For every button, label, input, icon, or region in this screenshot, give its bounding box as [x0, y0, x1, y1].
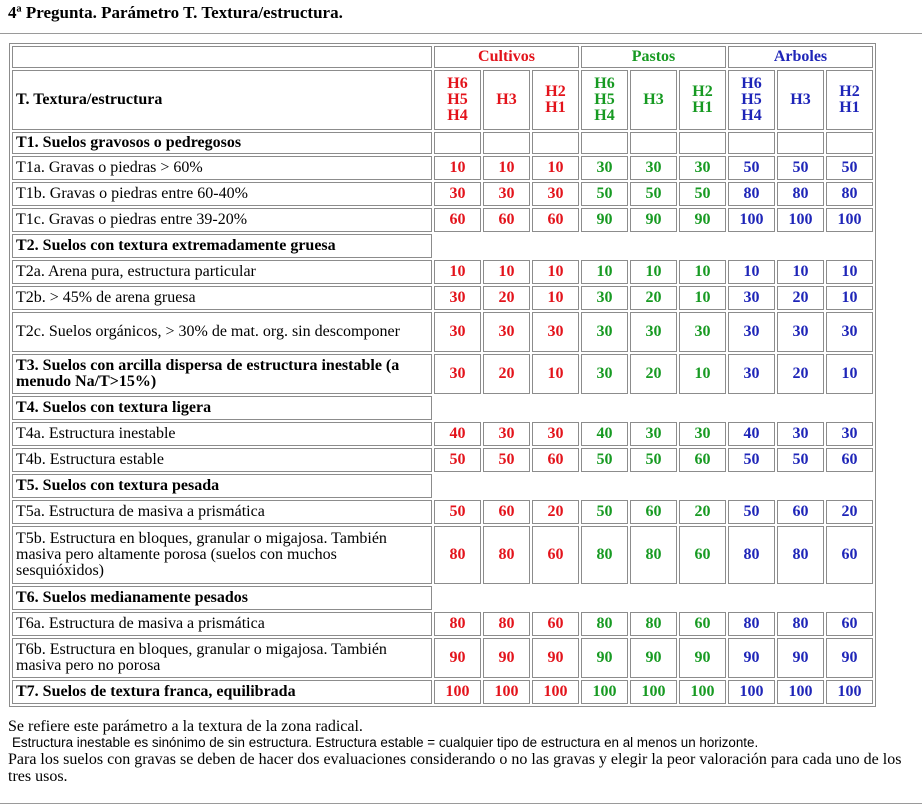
value-cell: 10: [434, 156, 481, 180]
table-row: [12, 312, 873, 352]
table-row: [12, 234, 873, 258]
horizon-header-pastos-2: [630, 70, 677, 130]
value-cell: 40: [581, 422, 628, 446]
value-cell: 60: [483, 500, 530, 524]
value-cell: 60: [826, 526, 873, 584]
value-cell: 50: [630, 182, 677, 206]
horizon-label: H6: [447, 75, 468, 92]
value-cell: 80: [777, 612, 824, 636]
value-cell: 30: [532, 182, 579, 206]
subcategory-label: T1a. Gravas o piedras > 60%: [12, 156, 432, 180]
note-radical-zone: Se refiere este parámetro a la textura de la zona radical.: [8, 718, 363, 735]
category-label: T4. Suelos con textura ligera: [12, 396, 432, 420]
value-cell: 40: [728, 422, 775, 446]
value-cell: 20: [532, 500, 579, 524]
value-cell: 30: [581, 312, 628, 352]
value-cell: 90: [630, 208, 677, 232]
value-cell: 80: [483, 612, 530, 636]
value-cell: 60: [434, 208, 481, 232]
value-cell: 10: [630, 260, 677, 284]
table-row: [12, 132, 873, 154]
value-cell: 100: [483, 680, 530, 704]
value-cell: 10: [826, 354, 873, 394]
value-cell: 10: [483, 260, 530, 284]
value-cell: 60: [826, 612, 873, 636]
table-row: [12, 422, 873, 446]
group-cultivos: Cultivos: [434, 46, 579, 68]
horizon-header-arboles-2: [777, 70, 824, 130]
horizon-label: H5: [447, 91, 468, 108]
category-label: T2. Suelos con textura extremadamente gruesa: [12, 234, 432, 258]
value-cell: 30: [434, 354, 481, 394]
group-arboles: Arboles: [728, 46, 873, 68]
table-row: [12, 612, 873, 636]
horizon-label: H5: [741, 91, 762, 108]
table-row: [12, 182, 873, 206]
horizon-header-pastos-3: [679, 70, 726, 130]
value-cell: 40: [434, 422, 481, 446]
group-header-row: [12, 46, 873, 68]
row-filler: [434, 586, 873, 610]
subcategory-label: T2a. Arena pura, estructura particular: [12, 260, 432, 284]
table-row: [12, 396, 873, 420]
value-cell: 20: [483, 354, 530, 394]
horizon-label: H4: [447, 107, 468, 124]
value-cell: 10: [581, 260, 628, 284]
value-cell: 50: [483, 448, 530, 472]
value-cell: 30: [483, 182, 530, 206]
value-cell: 30: [483, 312, 530, 352]
empty-cell: [532, 132, 579, 154]
value-cell: 90: [728, 638, 775, 678]
value-cell: 80: [434, 526, 481, 584]
value-cell: 10: [777, 260, 824, 284]
value-cell: 100: [630, 680, 677, 704]
value-cell: 30: [728, 354, 775, 394]
group-pastos: Pastos: [581, 46, 726, 68]
value-cell: 20: [679, 500, 726, 524]
value-cell: 60: [532, 448, 579, 472]
horizon-header-row: [12, 70, 873, 130]
page-title: 4ª Pregunta. Parámetro T. Textura/estructura.: [8, 3, 343, 22]
value-cell: 60: [777, 500, 824, 524]
value-cell: 60: [532, 208, 579, 232]
value-cell: 50: [581, 182, 628, 206]
horizon-label: H2: [545, 83, 566, 100]
value-cell: 50: [728, 448, 775, 472]
value-cell: 50: [777, 448, 824, 472]
value-cell: 80: [826, 182, 873, 206]
value-cell: 10: [532, 286, 579, 310]
empty-cell: [777, 132, 824, 154]
table-row: [12, 500, 873, 524]
value-cell: 10: [532, 156, 579, 180]
subcategory-label: T4b. Estructura estable: [12, 448, 432, 472]
value-cell: 100: [777, 208, 824, 232]
value-cell: 50: [434, 500, 481, 524]
value-cell: 30: [777, 422, 824, 446]
value-cell: 30: [679, 312, 726, 352]
subcategory-label: T4a. Estructura inestable: [12, 422, 432, 446]
subcategory-label: T2b. > 45% de arena gruesa: [12, 286, 432, 310]
table-row: [12, 586, 873, 610]
value-cell: 80: [434, 612, 481, 636]
table-row: [12, 286, 873, 310]
horizon-label: H2: [839, 83, 860, 100]
horizon-label: H1: [692, 99, 713, 116]
horizon-header-cultivos-1: [434, 70, 481, 130]
value-cell: 10: [434, 260, 481, 284]
value-cell: 90: [630, 638, 677, 678]
value-cell: 90: [532, 638, 579, 678]
value-cell: 100: [728, 208, 775, 232]
value-cell: 80: [728, 526, 775, 584]
horizon-label: H4: [594, 107, 615, 124]
table-row: [12, 526, 873, 584]
value-cell: 30: [728, 312, 775, 352]
table-row: [12, 208, 873, 232]
value-cell: 50: [728, 156, 775, 180]
value-cell: 30: [826, 422, 873, 446]
empty-cell: [434, 132, 481, 154]
row-filler: [434, 396, 873, 420]
value-cell: 80: [728, 612, 775, 636]
value-cell: 20: [630, 286, 677, 310]
value-cell: 90: [483, 638, 530, 678]
empty-cell: [826, 132, 873, 154]
value-cell: 50: [630, 448, 677, 472]
value-cell: 100: [826, 680, 873, 704]
value-cell: 50: [728, 500, 775, 524]
value-cell: 10: [826, 260, 873, 284]
empty-cell: [483, 132, 530, 154]
horizon-label: H4: [741, 107, 762, 124]
subcategory-label: T1c. Gravas o piedras entre 39-20%: [12, 208, 432, 232]
value-cell: 100: [728, 680, 775, 704]
horizon-label: H5: [594, 91, 615, 108]
value-cell: 80: [483, 526, 530, 584]
value-cell: 30: [581, 354, 628, 394]
table-row: [12, 638, 873, 678]
horizon-label: H6: [741, 75, 762, 92]
table-row: [12, 156, 873, 180]
category-label: T6. Suelos medianamente pesados: [12, 586, 432, 610]
table-row: [12, 260, 873, 284]
horizon-label: H6: [594, 75, 615, 92]
horizon-header-cultivos-3: [532, 70, 579, 130]
value-cell: 90: [826, 638, 873, 678]
value-cell: 80: [777, 526, 824, 584]
bottom-divider: [0, 803, 922, 804]
horizon-label: H1: [545, 99, 566, 116]
value-cell: 30: [581, 156, 628, 180]
horizon-label: H2: [692, 83, 713, 100]
value-cell: 10: [728, 260, 775, 284]
value-cell: 30: [434, 182, 481, 206]
value-cell: 30: [483, 422, 530, 446]
value-cell: 100: [826, 208, 873, 232]
category-label: T1. Suelos gravosos o pedregosos: [12, 132, 432, 154]
group-header-blank: [12, 46, 432, 68]
value-cell: 30: [532, 422, 579, 446]
subcategory-label: T5a. Estructura de masiva a prismática: [12, 500, 432, 524]
value-cell: 100: [777, 680, 824, 704]
empty-cell: [581, 132, 628, 154]
value-cell: 30: [679, 422, 726, 446]
value-cell: 30: [630, 156, 677, 180]
empty-cell: [679, 132, 726, 154]
value-cell: 10: [679, 354, 726, 394]
value-cell: 100: [679, 680, 726, 704]
header-label: T. Textura/estructura: [12, 70, 432, 130]
subcategory-label: T2c. Suelos orgánicos, > 30% de mat. org. sin descomponer: [12, 312, 432, 352]
value-cell: 20: [777, 286, 824, 310]
value-cell: 20: [630, 354, 677, 394]
value-cell: 30: [826, 312, 873, 352]
empty-cell: [728, 132, 775, 154]
value-cell: 60: [532, 526, 579, 584]
note-gravel: Para los suelos con gravas se deben de hacer dos evaluaciones considerando o no las gravas y elegir la peor valoración para cada uno de los tres usos.: [8, 751, 902, 785]
value-cell: 50: [826, 156, 873, 180]
horizon-header-pastos-1: [581, 70, 628, 130]
value-cell: 50: [679, 182, 726, 206]
notes: [8, 718, 913, 785]
value-cell: 60: [679, 612, 726, 636]
value-cell: 50: [581, 448, 628, 472]
horizon-label: H3: [790, 91, 811, 108]
category-label: T5. Suelos con textura pesada: [12, 474, 432, 498]
table-row: [12, 474, 873, 498]
empty-cell: [630, 132, 677, 154]
value-cell: 100: [532, 680, 579, 704]
value-cell: 100: [434, 680, 481, 704]
value-cell: 10: [826, 286, 873, 310]
value-cell: 30: [630, 422, 677, 446]
subcategory-label: T6b. Estructura en bloques, granular o migajosa. También masiva pero no porosa: [12, 638, 432, 678]
value-cell: 80: [630, 526, 677, 584]
value-cell: 10: [532, 260, 579, 284]
subcategory-label: T5b. Estructura en bloques, granular o migajosa. También masiva pero altamente porosa (suelos con muchos sesquióxidos): [12, 526, 432, 584]
value-cell: 90: [434, 638, 481, 678]
value-cell: 10: [483, 156, 530, 180]
value-cell: 90: [777, 638, 824, 678]
value-cell: 10: [532, 354, 579, 394]
value-cell: 30: [581, 286, 628, 310]
note-structure: Estructura inestable es sinónimo de sin estructura. Estructura estable = cualquier tipo de estructura en al menos un horizonte.: [12, 735, 759, 750]
value-cell: 80: [581, 612, 628, 636]
value-cell: 30: [630, 312, 677, 352]
value-cell: 90: [679, 638, 726, 678]
value-cell: 30: [679, 156, 726, 180]
value-cell: 90: [581, 638, 628, 678]
row-filler: [434, 474, 873, 498]
horizon-label: H1: [839, 99, 860, 116]
value-cell: 60: [826, 448, 873, 472]
value-cell: 50: [581, 500, 628, 524]
value-cell: 60: [532, 612, 579, 636]
value-cell: 30: [532, 312, 579, 352]
value-cell: 80: [728, 182, 775, 206]
value-cell: 80: [630, 612, 677, 636]
subcategory-label: T6a. Estructura de masiva a prismática: [12, 612, 432, 636]
value-cell: 10: [679, 286, 726, 310]
category-label: T3. Suelos con arcilla dispersa de estructura inestable (a menudo Na/T>15%): [12, 354, 432, 394]
value-cell: 90: [581, 208, 628, 232]
horizon-header-cultivos-2: [483, 70, 530, 130]
table-row: [12, 680, 873, 704]
value-cell: 10: [679, 260, 726, 284]
value-cell: 60: [630, 500, 677, 524]
value-cell: 30: [434, 286, 481, 310]
value-cell: 30: [777, 312, 824, 352]
table-row: [12, 354, 873, 394]
value-cell: 20: [483, 286, 530, 310]
value-cell: 60: [679, 526, 726, 584]
horizon-label: H3: [496, 91, 517, 108]
value-cell: 20: [826, 500, 873, 524]
texture-table: [9, 43, 876, 707]
value-cell: 20: [777, 354, 824, 394]
value-cell: 80: [777, 182, 824, 206]
value-cell: 30: [434, 312, 481, 352]
value-cell: 60: [679, 448, 726, 472]
value-cell: 80: [581, 526, 628, 584]
top-divider: [0, 33, 922, 34]
horizon-header-arboles-3: [826, 70, 873, 130]
category-label: T7. Suelos de textura franca, equilibrada: [12, 680, 432, 704]
row-filler: [434, 234, 873, 258]
value-cell: 30: [728, 286, 775, 310]
value-cell: 100: [581, 680, 628, 704]
horizon-header-arboles-1: [728, 70, 775, 130]
value-cell: 50: [777, 156, 824, 180]
horizon-label: H3: [643, 91, 664, 108]
value-cell: 90: [679, 208, 726, 232]
value-cell: 50: [434, 448, 481, 472]
table-row: [12, 448, 873, 472]
value-cell: 60: [483, 208, 530, 232]
subcategory-label: T1b. Gravas o piedras entre 60-40%: [12, 182, 432, 206]
